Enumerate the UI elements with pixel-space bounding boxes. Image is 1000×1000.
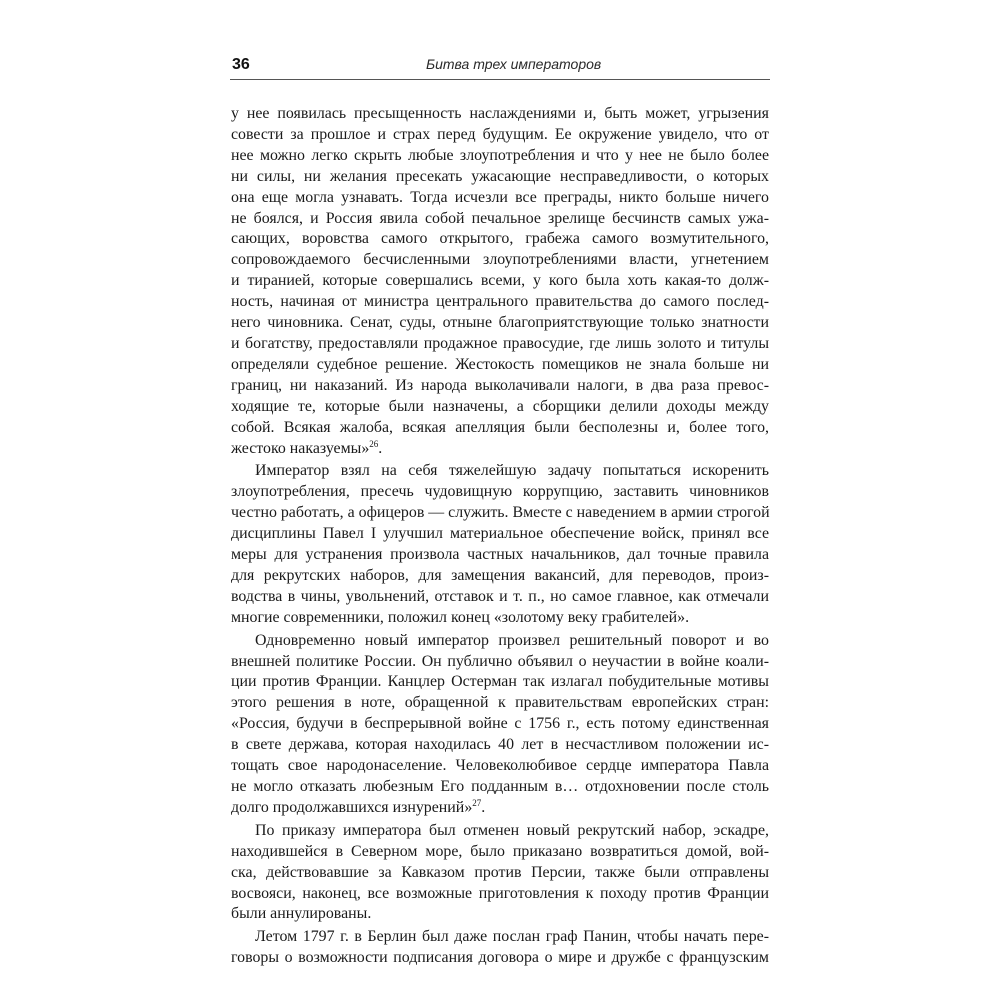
text-line: сающих, воровства самого открытого, грабежа самого возмутительного, bbox=[231, 230, 769, 248]
text-line: Император взял на себя тяжелейшую задачу попытаться искоренить bbox=[255, 462, 769, 480]
text-line: многие современники, положил конец «золотому веку грабителей». bbox=[231, 608, 690, 626]
text-line: тощать свое народонаселение. Человеколюбивое сердце императора Павла bbox=[231, 757, 769, 775]
text-line: водства в чины, увольнений, отставок и т. п., но самое главное, как отмечали bbox=[231, 587, 769, 605]
text-line: долго продолжавшихся изнурений»$^{27}$. bbox=[231, 797, 486, 816]
text-line: находившейся в Северном море, было приказано возвратиться домой, вой- bbox=[231, 842, 769, 860]
text-line: «Россия, будучи в беспрерывной войне с 1756 г., есть потому единственная bbox=[231, 715, 769, 733]
book-title: Битва трех императоров bbox=[426, 56, 602, 72]
paragraph bbox=[231, 461, 769, 628]
text-line-content: жестоко наказуемы» bbox=[231, 439, 370, 457]
text-line: жестоко наказуемы»$^{26}$. bbox=[231, 438, 383, 457]
text-line: и тиранией, которые совершались всеми, у кого была хоть какая-то долж- bbox=[231, 272, 769, 290]
text-line: не могло отказать любезным Его подданным в… отдохновении после столь bbox=[231, 778, 769, 795]
text-line: честно работать, а офицеров — служить. Вместе с наведением в армии строгой bbox=[231, 504, 770, 522]
text-line: в свете держава, которая находилась 40 лет в несчастливом положении ис- bbox=[231, 736, 769, 754]
text-line: восвояси, наконец, все возможные приготовления к походу против Франции bbox=[231, 884, 769, 902]
text-line: По приказу императора был отменен новый рекрутский набор, эскадре, bbox=[255, 821, 769, 839]
text-line: внешней политике России. Он публично объявил о неучастии в войне коали- bbox=[231, 652, 769, 670]
text-line: совести за прошлое и страх перед будущим. Ее окружение увидело, что от bbox=[231, 125, 769, 143]
text-line-content: долго продолжавшихся изнурений» bbox=[231, 798, 473, 816]
text-line: ска, действовавшие за Кавказом против Персии, также были отправлены bbox=[231, 863, 769, 881]
text-line: были аннулированы. bbox=[231, 905, 372, 923]
text-line: нее можно легко скрыть любые злоупотребления и что у нее не было более bbox=[231, 146, 769, 164]
text-line: границ, ни наказаний. Из народа выколачивали налоги, в два раза превос- bbox=[231, 376, 769, 394]
text-line: ходящие те, которые были назначены, а сборщики делили доходы между bbox=[231, 397, 769, 415]
text-line: Летом 1797 г. в Берлин был даже послан граф Панин, чтобы начать пере- bbox=[255, 928, 769, 946]
footnote-ref: 26 bbox=[369, 438, 379, 449]
text-line: злоупотребления, пресечь чудовищную коррупцию, заставить чиновников bbox=[231, 483, 769, 501]
text-line: определяли судебное решение. Жестокость помещиков не знала больше ни bbox=[231, 355, 769, 373]
paragraph bbox=[231, 631, 769, 819]
text-line: него чиновника. Сенат, суды, отныне благоприятствующие только знатности bbox=[231, 314, 769, 332]
text-line: у нее появилась пресыщенность наслаждениями и, быть может, угрызения bbox=[231, 105, 769, 122]
text-line: собой. Всякая жалоба, всякая апелляция были бесполезны и, более того, bbox=[231, 418, 769, 436]
text-line: не боялся, и Россия явила собой печальное зрелище бесчинств самых ужа- bbox=[231, 209, 769, 227]
paragraph bbox=[231, 821, 769, 926]
paragraph bbox=[231, 927, 769, 969]
text-line: ность, начиная от министра центрального правительства до самого послед- bbox=[231, 293, 769, 311]
text-line: этого решения в ноте, обращенной к правительствам европейских стран: bbox=[231, 694, 769, 712]
text-line: и богатству, предоставляли продажное правосудие, где лишь золото и титулы bbox=[231, 334, 769, 352]
text-line: она еще могла узнавать. Тогда исчезли все преграды, никто больше ничего bbox=[231, 188, 769, 206]
running-head bbox=[230, 52, 770, 82]
page-number: 36 bbox=[232, 56, 250, 73]
text-line: Одновременно новый император произвел решительный поворот и во bbox=[255, 631, 769, 649]
text-line: ни силы, ни желания пресекать ужасающие несправедливости, о которых bbox=[231, 167, 769, 185]
footnote-ref: 27 bbox=[472, 797, 482, 808]
text-line: ции против Франции. Канцлер Остерман так излагал побудительные мотивы bbox=[231, 673, 769, 691]
text-line: меры для устранения произвола частных начальников, дал точные правила bbox=[231, 546, 769, 564]
body-text bbox=[231, 104, 769, 969]
header-rule bbox=[230, 79, 770, 80]
text-line: сопровождаемого бесчисленными злоупотреблениями власти, угнетением bbox=[231, 251, 769, 269]
paragraph bbox=[231, 104, 769, 459]
text-line: говоры о возможности подписания договора о мире и дружбе с французским bbox=[231, 949, 769, 967]
text-line: дисциплины Павел I улучшил материальное обеспечение войск, принял все bbox=[231, 525, 769, 543]
text-line: для рекрутских наборов, для замещения вакансий, для переводов, произ- bbox=[231, 566, 769, 584]
